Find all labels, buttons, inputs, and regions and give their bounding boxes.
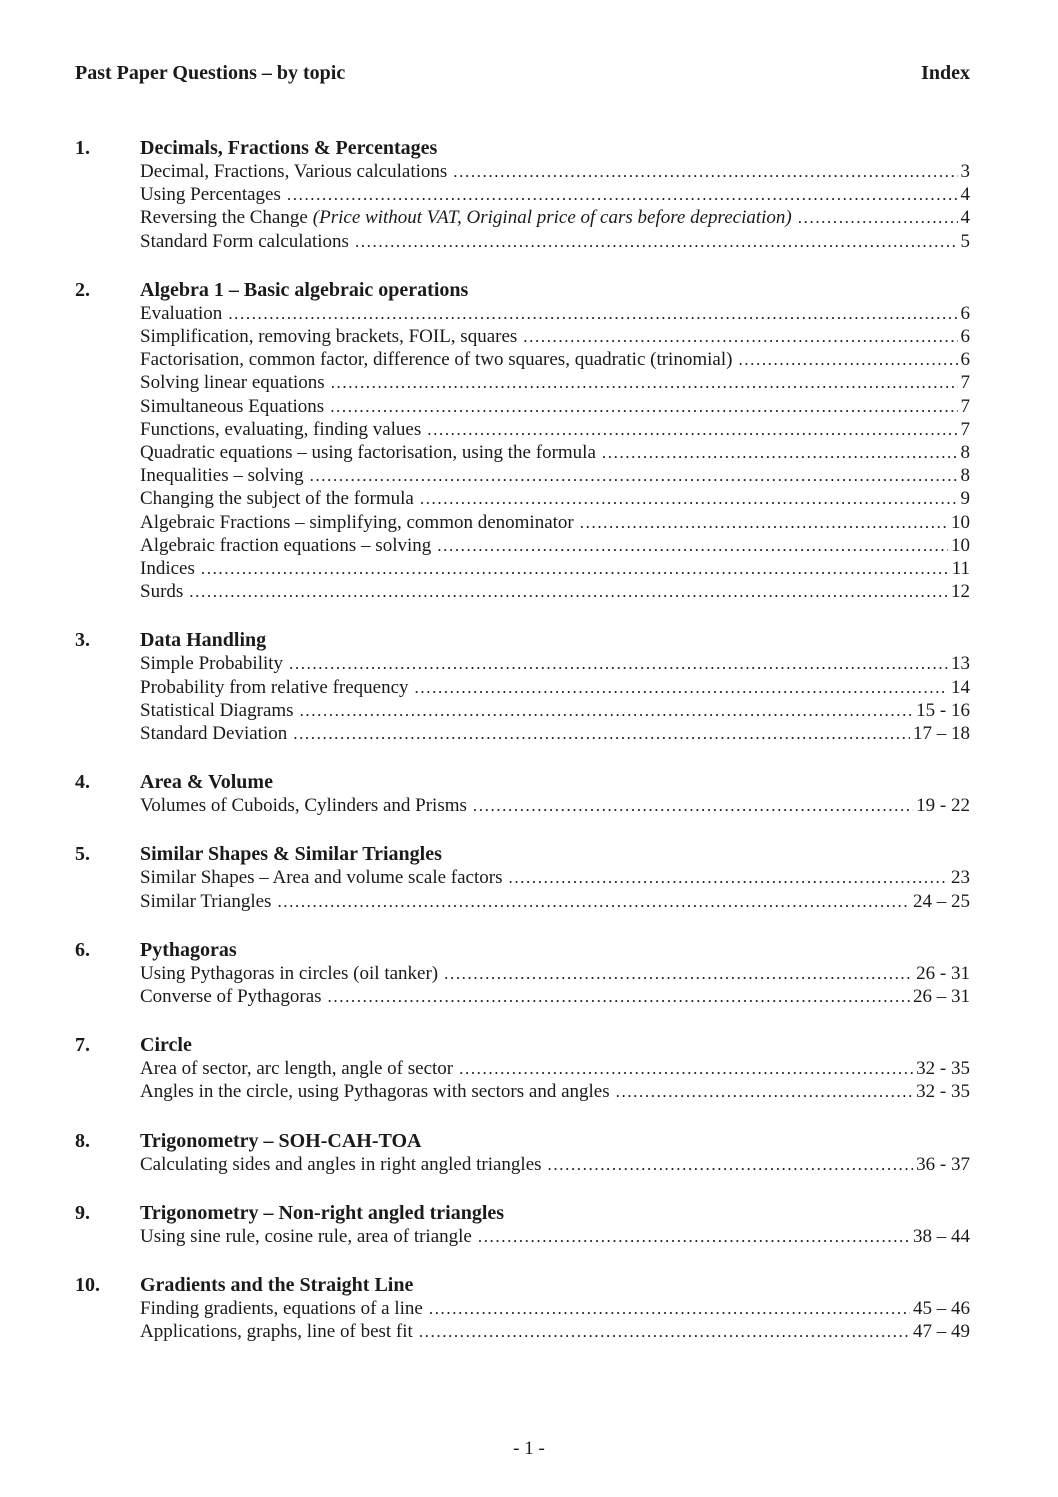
- dot-leader: [437, 534, 948, 557]
- section-number: 2.: [75, 278, 90, 301]
- dot-leader: [427, 418, 957, 441]
- entry-pages: 7: [960, 372, 970, 394]
- entry-label: Inequalities – solving: [140, 465, 304, 487]
- entry-label: Algebraic fraction equations – solving: [140, 534, 432, 556]
- entry-pages: 26 - 31: [916, 962, 970, 984]
- entry-label: Simplification, removing brackets, FOIL, squares: [140, 326, 518, 348]
- toc-section: [75, 1202, 970, 1248]
- entry-label: Probability from relative frequency: [140, 676, 409, 698]
- section-entries: [140, 1297, 970, 1343]
- entry-pages: 11: [951, 558, 970, 580]
- entry-pages: 7: [960, 418, 970, 440]
- section-number: 7.: [75, 1034, 90, 1057]
- toc-entry: [140, 487, 970, 510]
- toc-section: [75, 1034, 970, 1103]
- entry-label: Algebraic Fractions – simplifying, common denominator: [140, 511, 574, 533]
- document-title: Past Paper Questions – by topic: [75, 62, 346, 84]
- section-heading: [75, 771, 970, 794]
- entry-label: Calculating sides and angles in right angled triangles: [140, 1153, 542, 1175]
- section-entries: [140, 794, 970, 817]
- entry-pages: 8: [960, 465, 970, 487]
- entry-pages: 3: [960, 161, 970, 182]
- entry-label: Similar Shapes – Area and volume scale factors: [140, 867, 503, 889]
- toc-entry: [140, 722, 970, 745]
- dot-leader: [415, 676, 948, 699]
- section-title: Circle: [140, 1034, 192, 1057]
- index-label: Index: [921, 62, 970, 84]
- entry-label: Standard Deviation: [140, 723, 288, 745]
- section-title: Decimals, Fractions & Percentages: [140, 137, 438, 159]
- entry-pages: 4: [960, 207, 970, 229]
- section-number: 1.: [75, 137, 90, 159]
- dot-leader: [420, 487, 958, 510]
- dot-leader: [289, 652, 948, 675]
- entry-label: Surds: [140, 581, 184, 603]
- entry-pages: 7: [960, 395, 970, 417]
- toc-entry: [140, 325, 970, 348]
- dot-leader: [228, 302, 957, 325]
- page-header: [0, 0, 1058, 85]
- dot-leader: [419, 1320, 910, 1343]
- entry-pages: 10: [951, 534, 970, 556]
- toc-section: [75, 771, 970, 817]
- section-number: 8.: [75, 1129, 90, 1152]
- section-entries: [140, 652, 970, 745]
- entry-label: Similar Triangles: [140, 890, 272, 912]
- section-title: Trigonometry – SOH-CAH-TOA: [140, 1129, 422, 1152]
- section-heading: [75, 1274, 970, 1297]
- toc-entry: [140, 962, 970, 985]
- section-number: 3.: [75, 629, 90, 652]
- entry-pages: 5: [960, 230, 970, 252]
- entry-label: Using sine rule, cosine rule, area of triangle: [140, 1225, 472, 1247]
- toc-section: [75, 137, 970, 253]
- entry-pages: 6: [960, 349, 970, 371]
- toc-entry: [140, 418, 970, 441]
- section-title: Pythagoras: [140, 938, 237, 961]
- dot-leader: [548, 1153, 914, 1176]
- section-title: Algebra 1 – Basic algebraic operations: [140, 278, 469, 301]
- entry-label: Using Pythagoras in circles (oil tanker): [140, 962, 439, 984]
- dot-leader: [355, 230, 958, 253]
- entry-label: Statistical Diagrams: [140, 699, 294, 721]
- section-heading: [75, 279, 970, 302]
- entry-label: Indices: [140, 558, 195, 580]
- dot-leader: [738, 348, 957, 371]
- entry-label: Changing the subject of the formula: [140, 488, 414, 510]
- entry-label: Simple Probability: [140, 653, 284, 675]
- entry-pages: 45 – 46: [913, 1298, 970, 1320]
- toc-entry: [140, 890, 970, 913]
- entry-label: Quadratic equations – using factorisation, using the formula: [140, 442, 596, 464]
- toc-entry: [140, 676, 970, 699]
- dot-leader: [328, 985, 910, 1008]
- entry-pages: 14: [951, 676, 970, 698]
- section-number: 6.: [75, 938, 90, 961]
- dot-leader: [287, 183, 958, 206]
- toc-entry: [140, 794, 970, 817]
- entry-pages: 15 - 16: [916, 699, 970, 721]
- entry-label: Finding gradients, equations of a line: [140, 1298, 423, 1320]
- section-entries: [140, 1057, 970, 1103]
- section-title: Area & Volume: [140, 771, 273, 794]
- dot-leader: [602, 441, 958, 464]
- section-title: Similar Shapes & Similar Triangles: [140, 843, 442, 866]
- section-number: 5.: [75, 843, 90, 866]
- toc-entry: [140, 866, 970, 889]
- toc-entry: [140, 1297, 970, 1320]
- section-heading: [75, 939, 970, 962]
- toc-entry: [140, 441, 970, 464]
- entry-pages: 32 - 35: [916, 1058, 970, 1080]
- entry-pages: 13: [951, 653, 970, 675]
- entry-label-italic: (Price without VAT, Original price of cars before depreciation): [312, 207, 792, 229]
- section-number: 10.: [75, 1274, 100, 1297]
- entry-label: Solving linear equations: [140, 372, 325, 394]
- section-entries: [140, 160, 970, 253]
- entry-pages: 47 – 49: [913, 1321, 970, 1343]
- section-title: Gradients and the Straight Line: [140, 1274, 414, 1297]
- page-footer: [0, 1438, 1058, 1460]
- dot-leader: [330, 395, 957, 418]
- entry-label: Converse of Pythagoras: [140, 986, 322, 1008]
- entry-label: Area of sector, arc length, angle of sector: [140, 1058, 454, 1080]
- toc-section: [75, 1130, 970, 1176]
- dot-leader: [580, 511, 948, 534]
- page-number: - 1 -: [513, 1438, 545, 1459]
- entry-pages: 38 – 44: [913, 1225, 970, 1247]
- toc-entry: [140, 534, 970, 557]
- dot-leader: [429, 1297, 910, 1320]
- dot-leader: [478, 1225, 910, 1248]
- section-entries: [140, 1153, 970, 1176]
- toc-section: [75, 843, 970, 912]
- entry-pages: 36 - 37: [916, 1153, 970, 1175]
- section-title: Data Handling: [140, 629, 267, 652]
- toc-entry: [140, 1225, 970, 1248]
- toc-entry: [140, 652, 970, 675]
- entry-pages: 4: [960, 184, 970, 206]
- toc-entry: [140, 183, 970, 206]
- entry-label: Applications, graphs, line of best fit: [140, 1321, 413, 1343]
- section-heading: [75, 137, 970, 160]
- section-entries: [140, 962, 970, 1008]
- entry-pages: 26 – 31: [913, 986, 970, 1008]
- entry-label: Angles in the circle, using Pythagoras with sectors and angles: [140, 1081, 610, 1103]
- entry-label: Standard Form calculations: [140, 230, 349, 252]
- toc-section: [75, 279, 970, 604]
- section-title: Trigonometry – Non-right angled triangles: [140, 1201, 505, 1224]
- dot-leader: [453, 160, 957, 183]
- toc-entry: [140, 699, 970, 722]
- toc-entry: [140, 395, 970, 418]
- dot-leader: [523, 325, 957, 348]
- entry-label: Simultaneous Equations: [140, 395, 325, 417]
- toc-entry: [140, 160, 970, 183]
- section-number: 9.: [75, 1201, 90, 1224]
- dot-leader: [473, 794, 913, 817]
- section-number: 4.: [75, 771, 90, 794]
- dot-leader: [459, 1057, 913, 1080]
- toc-entry: [140, 1057, 970, 1080]
- entry-pages: 17 – 18: [913, 723, 970, 745]
- section-heading: [75, 843, 970, 866]
- toc-entry: [140, 302, 970, 325]
- entry-pages: 9: [960, 488, 970, 510]
- entry-pages: 23: [951, 867, 970, 889]
- dot-leader: [293, 722, 910, 745]
- section-entries: [140, 1225, 970, 1248]
- table-of-contents: [0, 85, 1058, 1344]
- entry-pages: 24 – 25: [913, 890, 970, 912]
- toc-entry: [140, 464, 970, 487]
- entry-label: Evaluation: [140, 302, 223, 324]
- entry-pages: 8: [960, 442, 970, 464]
- entry-label: Volumes of Cuboids, Cylinders and Prisms: [140, 795, 467, 817]
- dot-leader: [508, 866, 948, 889]
- toc-section: [75, 939, 970, 1008]
- entry-pages: 32 - 35: [916, 1081, 970, 1103]
- toc-section: [75, 1274, 970, 1343]
- dot-leader: [277, 890, 910, 913]
- dot-leader: [300, 699, 914, 722]
- toc-entry: [140, 230, 970, 253]
- section-entries: [140, 866, 970, 912]
- dot-leader: [616, 1080, 914, 1103]
- toc-section: [75, 629, 970, 745]
- dot-leader: [798, 206, 958, 229]
- entry-label: Functions, evaluating, finding values: [140, 418, 422, 440]
- dot-leader: [310, 464, 958, 487]
- entry-pages: 10: [951, 511, 970, 533]
- toc-entry: [140, 1320, 970, 1343]
- entry-label: Using Percentages: [140, 184, 281, 206]
- dot-leader: [444, 962, 913, 985]
- toc-entry: [140, 985, 970, 1008]
- section-heading: [75, 1034, 970, 1057]
- entry-pages: 12: [951, 581, 970, 603]
- toc-entry: [140, 371, 970, 394]
- entry-pages: 19 - 22: [916, 795, 970, 817]
- toc-entry: [140, 511, 970, 534]
- toc-entry: [140, 557, 970, 580]
- toc-entry: [140, 206, 970, 229]
- section-heading: [75, 629, 970, 652]
- toc-entry: [140, 580, 970, 603]
- entry-pages: 6: [960, 302, 970, 324]
- section-heading: [75, 1130, 970, 1153]
- toc-entry: [140, 1153, 970, 1176]
- dot-leader: [201, 557, 949, 580]
- section-heading: [75, 1202, 970, 1225]
- section-entries: [140, 302, 970, 604]
- entry-label: Reversing the Change: [140, 207, 308, 229]
- entry-pages: 6: [960, 326, 970, 348]
- dot-leader: [189, 580, 948, 603]
- toc-entry: [140, 1080, 970, 1103]
- entry-label: Factorisation, common factor, difference of two squares, quadratic (trinomial): [140, 349, 733, 371]
- entry-label: Decimal, Fractions, Various calculations: [140, 161, 448, 182]
- toc-entry: [140, 348, 970, 371]
- dot-leader: [331, 371, 958, 394]
